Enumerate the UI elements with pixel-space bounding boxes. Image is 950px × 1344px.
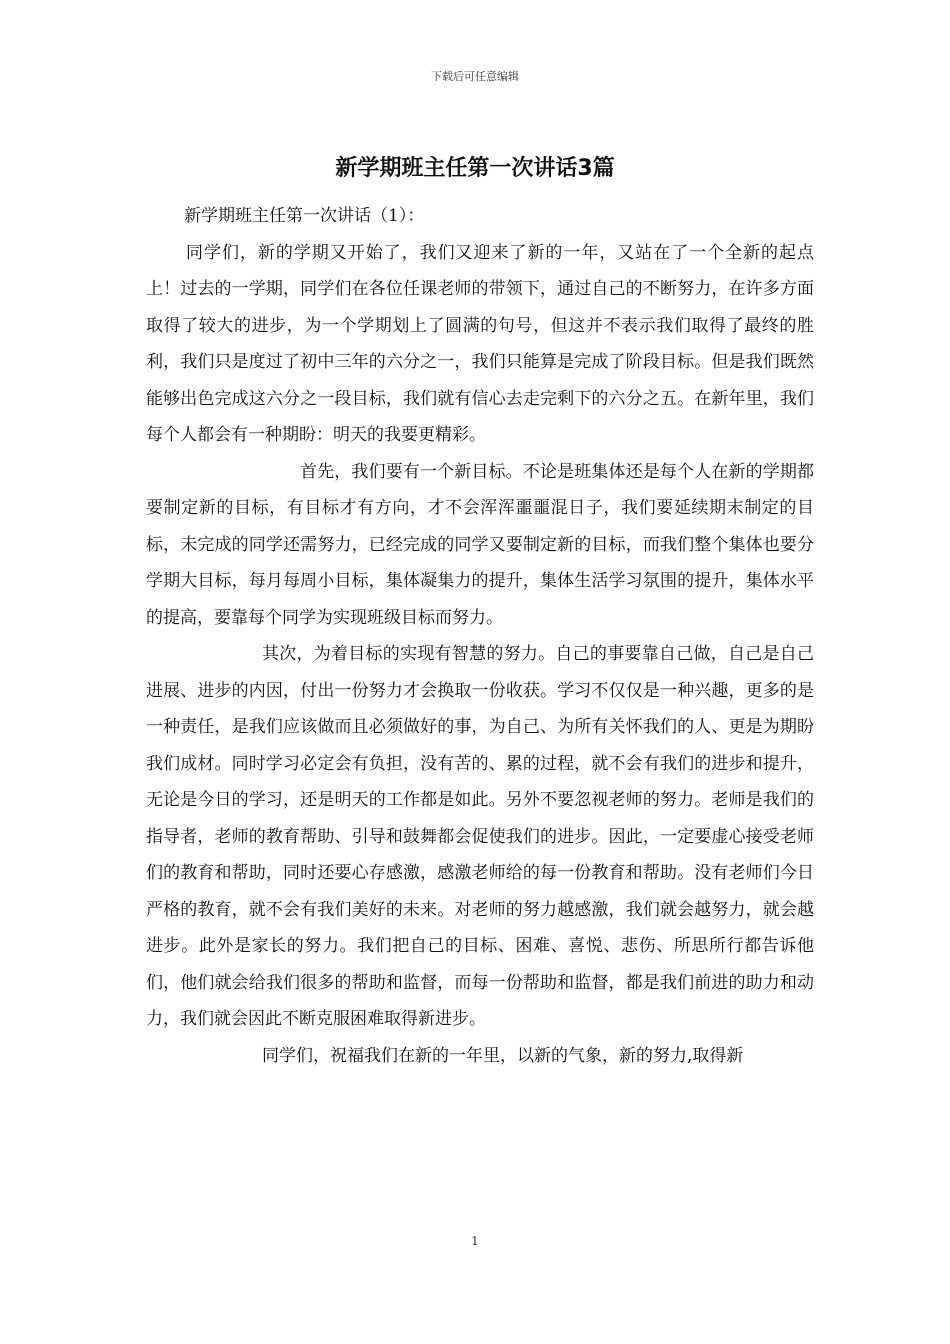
- paragraph-3: 其次，为着目标的实现有智慧的努力。自己的事要靠自己做，自己是自己进展、进步的内因，付出一份努力才会换取一份收获。学习不仅仅是一种兴趣，更多的是一种责任，是我们应该做而且必须做好的事，为自己、为所有关怀我们的人、更是为期盼我们成材。同时学习必定会有负担，没有苦的、累的过程，就不会有我们的进步和提升，无论是今日的学习，还是明天的工作都是如此。另外不要忽视老师的努力。老师是我们的指导者，老师的教育帮助、引导和鼓舞都会促使我们的进步。因此，一定要虚心接受老师们的教育和帮助，同时还要心存感激，感激老师给的每一份教育和帮助。没有老师们今日严格的教育，就不会有我们美好的未来。对老师的努力越感激，我们就会越努力，就会越进步。此外是家长的努力。我们把自己的目标、困难、喜悦、悲伤、所思所行都告诉他们，他们就会给我们很多的帮助和监督，而每一份帮助和监督，都是我们前进的助力和动力，我们就会因此不断克服困难取得新进步。: [146, 644, 814, 1029]
- page-number: 1: [471, 1234, 479, 1248]
- paragraph-1: 同学们，新的学期又开始了，我们又迎来了新的一年，又站在了一个全新的起点上！过去的一学期，同学们在各位任课老师的带领下，通过自己的不断努力，在许多方面取得了较大的进步，为一个学期划上了圆满的句号，但这并不表示我们取得了最终的胜利，我们只是度过了初中三年的六分之一，我们只能算是完成了阶段目标。但是我们既然能够出色完成这六分之一段目标，我们就有信心去走完剩下的六分之五。在新年里，我们每个人都会有一种期盼：明天的我要更精彩。: [146, 242, 814, 445]
- document-body: [146, 198, 814, 1074]
- document-title: 新学期班主任第一次讲话3篇: [335, 156, 615, 181]
- paragraph-2: 首先，我们要有一个新目标。不论是班集体还是每个人在新的学期都要制定新的目标，有目标才有方向，才不会浑浑噩噩混日子，我们要延续期末制定的目标，未完成的同学还需努力，已经完成的同学又要制定新的目标，而我们整个集体也要分学期大目标，每月每周小目标，集体凝集力的提升，集体生活学习氛围的提升，集体水平的提高，要靠每个同学为实现班级目标而努力。: [146, 461, 814, 628]
- section-subtitle: 新学期班主任第一次讲话（1）：: [184, 206, 425, 226]
- paragraph-4: 同学们，祝福我们在新的一年里，以新的气象，新的努力,取得新: [262, 1045, 744, 1066]
- page-header-note: 下载后可任意编辑: [431, 70, 519, 83]
